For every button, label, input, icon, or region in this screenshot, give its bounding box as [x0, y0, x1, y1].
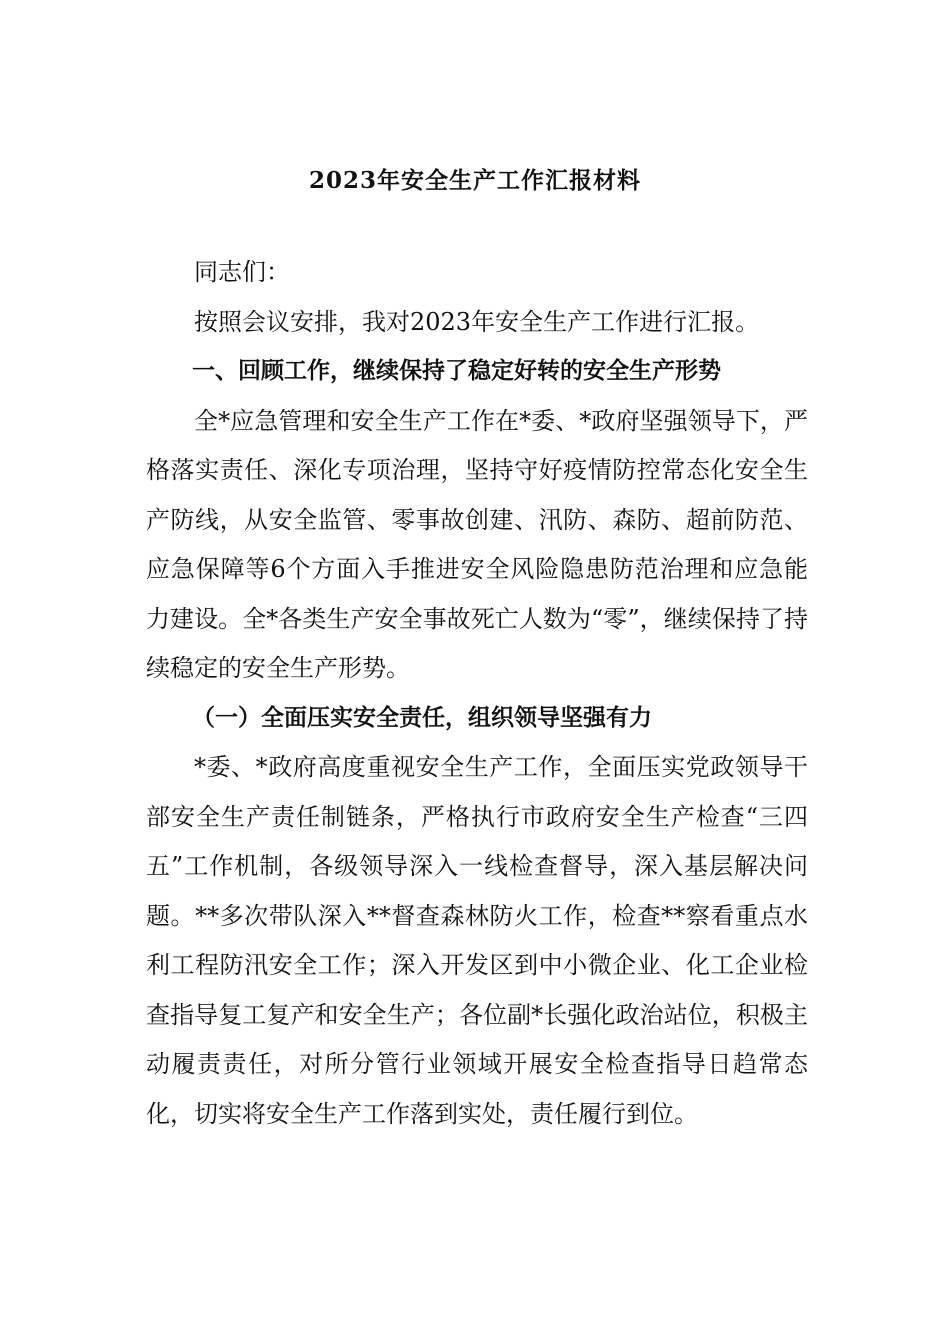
subsection-heading-1: （一）全面压实安全责任，组织领导坚强有力 [192, 704, 652, 731]
section-heading-1: 一、回顾工作，继续保持了稳定好转的安全生产形势 [192, 358, 721, 384]
salutation: 同志们： [194, 258, 290, 286]
document-body [146, 248, 808, 1139]
document-title: 2023年安全生产工作汇报材料 [308, 167, 641, 194]
intro-paragraph: 按照会议安排，我对2023年安全生产工作进行汇报。 [194, 307, 760, 336]
section-paragraph-1: 全*应急管理和安全生产工作在*委、*政府坚强领导下，严格落实责任、深化专项治理，坚持守好疫情防控常态化安全生产防线，从安全监管、零事故创建、汛防、森防、超前防范、应急保障等6个方面入手推进安全风险隐患防范治理和应急能力建设。全*各类生产安全事故死亡人数为“零”，继续保持了持续稳定的安全生产形势。 [146, 406, 808, 682]
subsection-paragraph-1: *委、*政府高度重视安全生产工作，全面压实党政领导干部安全生产责任制链条，严格执行市政府安全生产检查“三四五”工作机制，各级领导深入一线检查督导，深入基层解决问题。**多次带队深入**督查森林防火工作，检查**察看重点水利工程防汛安全工作；深入开发区到中小微企业、化工企业检查指导复工复产和安全生产；各位副*长强化政治站位，积极主动履责责任，对所分管行业领域开展安全检查指导日趋常态化，切实将安全生产工作落到实处，责任履行到位。 [146, 753, 808, 1128]
